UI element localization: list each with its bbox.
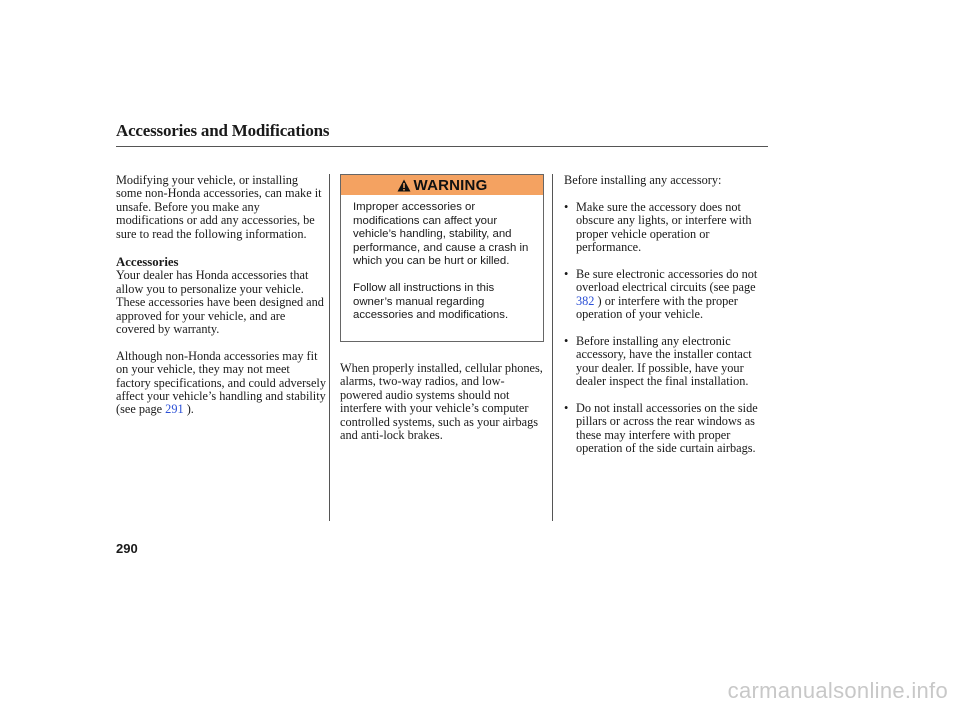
column-left [116,174,326,417]
section-title: Accessories and Modifications [116,121,330,140]
warning-text-2: Follow all instructions in this owner’s manual regarding accessories and modifications. [353,282,509,321]
accessory-checklist [564,201,764,456]
accessories-paragraph: Your dealer has Honda accessories that allow you to personalize your vehicle. These accessories have been designed and approved for your vehicle, and are covered by warranty. [116,268,324,337]
bullet-glyph: • [564,199,569,214]
page-382-link[interactable]: 382 [576,293,595,308]
warning-label: WARNING [413,176,488,194]
before-installing-intro: Before installing any accessory: [564,173,722,187]
non-honda-paragraph [116,350,326,417]
intro-paragraph: Modifying your vehicle, or installing some non-Honda accessories, can make it unsafe. Before you make any modifications or add any accessories, be sure to read the following information. [116,173,322,241]
bullet-glyph: • [564,400,569,415]
warning-header [341,175,543,195]
list-item [564,268,764,322]
bullet-text-2: Be sure electronic accessories do not overload electrical circuits (see page [576,266,758,295]
watermark: carmanualsonline.info [727,678,948,703]
warning-box [340,174,544,342]
list-item [564,335,764,389]
column-divider-1 [329,174,330,521]
bullet-text-3: Before installing any electronic accessory, have the installer contact your dealer. If possible, have your dealer inspect the final installation. [576,333,752,389]
warning-text-1: Improper accessories or modifications can affect your vehicle’s handling, stability, and performance, and cause a crash in which you can be hurt or killed. [353,201,529,267]
bullet-text-2-end: ) or interfere with the proper operation of your vehicle. [576,293,738,322]
accessories-subheading: Accessories [116,255,179,270]
column-divider-2 [552,174,553,521]
warning-triangle-icon [397,179,411,192]
title-divider [116,146,768,147]
list-item [564,201,764,255]
bullet-glyph: • [564,333,569,348]
page-number: 290 [116,541,138,556]
column-right [564,174,764,469]
bullet-text-4: Do not install accessories on the side pillars or across the rear windows as these may interfere with proper operation of the side curtain airbags. [576,400,758,456]
non-honda-text: Although non-Honda accessories may fit on your vehicle, they may not meet factory specifications, and could adversely affect your vehicle’s handling and stability (see page [116,348,326,417]
bullet-text-1: Make sure the accessory does not obscure any lights, or interfere with proper vehicle operation or performance. [576,199,752,255]
column-middle-paragraph: When properly installed, cellular phones, alarms, two-way radios, and low-powered audio systems should not interfere with your vehicle’s computer controlled systems, such as your airbags and anti-lock brakes. [340,361,543,443]
bullet-glyph: • [564,266,569,281]
list-item [564,402,764,456]
non-honda-text-end: ). [186,402,194,417]
page-291-link[interactable]: 291 [165,402,184,417]
warning-body [341,195,543,323]
